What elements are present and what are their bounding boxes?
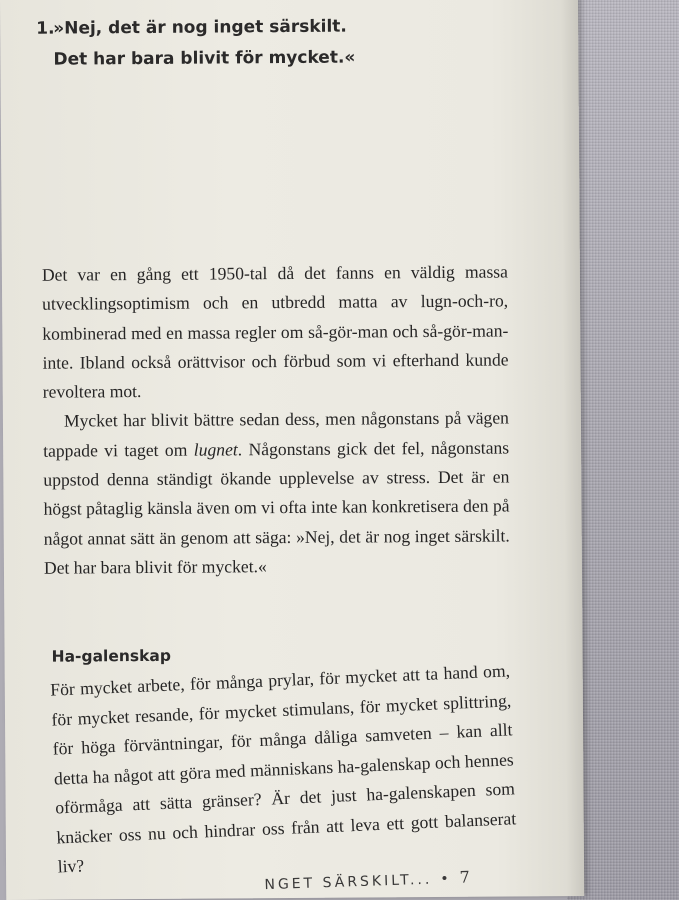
page-number: 7	[459, 867, 471, 887]
paragraph-2-emphasis: lugnet	[193, 439, 238, 460]
chapter-title-line-1: »Nej, det är nog inget särskilt.	[53, 16, 347, 39]
section-heading: Ha-galenskap	[51, 646, 172, 666]
paragraph-1: Det var en gång ett 1950-tal då det fanns en väldig massa utvecklingsoptimism och en utbredd matta av lugn-och-ro, kombinerad med en massa regler om så-gör-man och så-gör-man-inte. Ibland också orättvisor och förbud som vi efterhand kunde revoltera mot.	[41, 261, 509, 402]
chapter-title-line-2: Det har bara blivit för mycket.«	[53, 47, 356, 70]
paragraph-2-end: . Någonstans gick det fel, någonstans uppstod denna ständigt ökande upplevelse av stress. Det är en högst påtaglig känsla även om vi ofta inte kan konkretisera den på något annat sätt än genom att säga: »Nej, det är nog inget särskilt. Det har bara blivit för mycket.«	[43, 437, 510, 578]
section-paragraph: För mycket arbete, för många prylar, för mycket att ta hand om, för mycket resande, för mycket stimulans, för mycket splittring, för höga förväntningar, för många dåliga samveten – kan allt detta ha något att göra med människans ha-galenskap och hennes oförmåga att sätta gränser? Är det just ha-galenskapen som knäcker oss nu och hindrar oss från att leva ett gott balanserat liv?	[49, 660, 517, 877]
paragraph-2-start: Mycket har blivit bättre sedan dess, men någonstans på vägen tappade vi taget om	[43, 407, 509, 461]
chapter-number: 1.	[36, 18, 55, 39]
paragraph-2	[43, 404, 510, 583]
running-title: NGET SÄRSKILT...	[264, 871, 433, 894]
book-cover-cloth	[567, 0, 679, 900]
chapter-title	[36, 10, 506, 75]
body-text	[42, 257, 510, 583]
footer-separator: •	[440, 870, 452, 888]
section-text	[50, 656, 518, 882]
